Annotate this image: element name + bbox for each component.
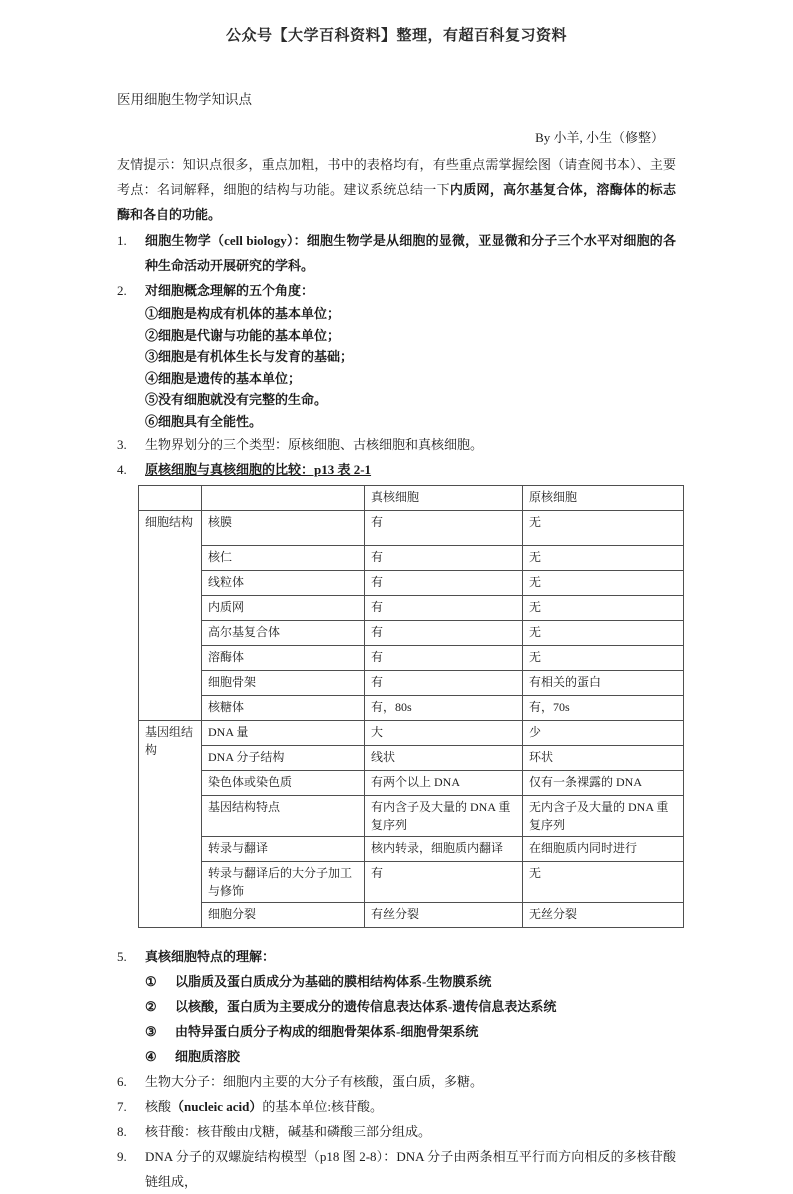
sub-item: ⑤没有细胞就没有完整的生命。 xyxy=(145,392,328,407)
table-row xyxy=(139,746,684,771)
table-row xyxy=(139,837,684,862)
item-text: 生物界划分的三个类型：原核细胞、古核细胞和真核细胞。 xyxy=(145,437,484,452)
table-cell: 有 xyxy=(365,646,523,671)
tip-text-bold: 内质网，高尔基复合体，溶酶体的标志酶和各自的功能。 xyxy=(117,182,676,222)
list-item-5 xyxy=(117,944,676,1069)
item-number: 3. xyxy=(117,437,127,452)
table-cell: 基因结构特点 xyxy=(202,796,365,837)
table-row xyxy=(139,646,684,671)
list-item-4 xyxy=(117,457,676,482)
sub-item-text: 以核酸，蛋白质为主要成分的遗传信息表达体系-遗传信息表达系统 xyxy=(175,999,557,1014)
table-cell: 有，80s xyxy=(365,696,523,721)
tip-paragraph xyxy=(117,152,676,227)
table-cell: 无 xyxy=(523,862,684,903)
table-cell: 有 xyxy=(365,511,523,546)
table-cell: DNA 量 xyxy=(202,721,365,746)
item-7-term: （nucleic acid） xyxy=(171,1099,263,1114)
sub-item: ⑥细胞具有全能性。 xyxy=(145,413,263,429)
sub-item xyxy=(145,1044,676,1069)
table-cell: 溶酶体 xyxy=(202,646,365,671)
table-cell: 大 xyxy=(365,721,523,746)
sub-item-mark: ① xyxy=(145,974,157,989)
table-row xyxy=(139,696,684,721)
table-cell: 高尔基复合体 xyxy=(202,621,365,646)
item-number: 1. xyxy=(117,233,127,248)
table-cell: 核内转录，细胞质内翻译 xyxy=(365,837,523,862)
table-cell-empty xyxy=(202,486,365,511)
table-cell: DNA 分子结构 xyxy=(202,746,365,771)
table-cell: 细胞骨架 xyxy=(202,671,365,696)
item-text: 细胞生物学（cell biology）：细胞生物学是从细胞的显微，亚显微和分子三个水平对细胞的各种生命活动开展研究的学科。 xyxy=(145,233,676,273)
table-cell: 少 xyxy=(523,721,684,746)
document-body xyxy=(117,91,676,1194)
table-cell: 有，70s xyxy=(523,696,684,721)
numbered-list xyxy=(117,228,676,1194)
item-7-post: 的基本单位:核苷酸。 xyxy=(262,1099,383,1114)
table-cell: 核糖体 xyxy=(202,696,365,721)
table-group-label: 基因组结构 xyxy=(139,721,202,928)
table-row xyxy=(139,571,684,596)
table-row xyxy=(139,771,684,796)
table-row xyxy=(139,546,684,571)
table-header-eukaryote: 真核细胞 xyxy=(365,486,523,511)
table-row xyxy=(139,903,684,928)
item-text xyxy=(145,944,676,1069)
table-cell: 有丝分裂 xyxy=(365,903,523,928)
table-cell: 无丝分裂 xyxy=(523,903,684,928)
table-header-prokaryote: 原核细胞 xyxy=(523,486,684,511)
sub-item-text: 由特异蛋白质分子构成的细胞骨架体系-细胞骨架系统 xyxy=(175,1024,479,1039)
list-item-8 xyxy=(117,1119,676,1144)
table-row xyxy=(139,511,684,546)
item-text: 核苷酸：核苷酸由戊糖，碱基和磷酸三部分组成。 xyxy=(145,1124,432,1139)
sub-item-text: 细胞质溶胶 xyxy=(175,1049,241,1064)
table-cell: 环状 xyxy=(523,746,684,771)
table-cell: 无 xyxy=(523,546,684,571)
table-header-row xyxy=(139,486,684,511)
table-row xyxy=(139,671,684,696)
table-cell: 有 xyxy=(365,596,523,621)
table-cell: 核膜 xyxy=(202,511,365,546)
table-cell: 无 xyxy=(523,621,684,646)
table-row xyxy=(139,596,684,621)
item-text: DNA 分子的双螺旋结构模型（p18 图 2-8）：DNA 分子由两条相互平行而方向相反的多核苷酸链组成， xyxy=(145,1149,676,1189)
item-5-sublist xyxy=(145,969,676,1069)
item-text xyxy=(145,278,676,432)
table-cell: 仅有一条裸露的 DNA xyxy=(523,771,684,796)
table-cell: 有 xyxy=(365,571,523,596)
table-cell: 无 xyxy=(523,571,684,596)
sub-item: ②细胞是代谢与功能的基本单位； xyxy=(145,327,341,343)
item-5-heading: 真核细胞特点的理解： xyxy=(145,949,276,964)
table-cell: 染色体或染色质 xyxy=(202,771,365,796)
table-cell: 核仁 xyxy=(202,546,365,571)
table-group-label: 细胞结构 xyxy=(139,511,202,721)
list-item-6 xyxy=(117,1069,676,1094)
table-row xyxy=(139,796,684,837)
item-number: 6. xyxy=(117,1074,127,1089)
byline: By 小羊, 小生（修整） xyxy=(535,130,664,145)
list-item-7 xyxy=(117,1094,676,1119)
sub-item xyxy=(145,1019,676,1044)
table-cell: 细胞分裂 xyxy=(202,903,365,928)
table-caption: 原核细胞与真核细胞的比较：p13 表 2-1 xyxy=(145,462,372,477)
table-cell: 有相关的蛋白 xyxy=(523,671,684,696)
table-row xyxy=(139,721,684,746)
item-number: 8. xyxy=(117,1124,127,1139)
tip-text: 友情提示：知识点很多，重点加粗，书中的表格均有，有些重点需掌握绘图（请查阅书本）、主要考点：名词解释，细胞的结构与功能。建议系统总结一下 xyxy=(117,157,676,197)
table-cell: 内质网 xyxy=(202,596,365,621)
list-item-9 xyxy=(117,1144,676,1194)
doc-title: 医用细胞生物学知识点 xyxy=(117,92,252,107)
sub-item-mark: ④ xyxy=(145,1049,157,1064)
sub-item xyxy=(145,969,676,994)
sub-item: ④细胞是遗传的基本单位； xyxy=(145,370,302,386)
table-cell-empty xyxy=(139,486,202,511)
item-text xyxy=(145,1094,676,1119)
table-cell: 有两个以上 DNA xyxy=(365,771,523,796)
item-number: 7. xyxy=(117,1099,127,1114)
table-cell: 无 xyxy=(523,511,684,546)
table-cell: 有内含子及大量的 DNA 重复序列 xyxy=(365,796,523,837)
table-cell: 有 xyxy=(365,621,523,646)
list-item-2 xyxy=(117,278,676,432)
table-cell: 线粒体 xyxy=(202,571,365,596)
table-cell: 线状 xyxy=(365,746,523,771)
comparison-table xyxy=(138,485,684,928)
sub-item-mark: ② xyxy=(145,999,157,1014)
table-cell: 转录与翻译 xyxy=(202,837,365,862)
table-cell: 有 xyxy=(365,546,523,571)
sub-item-text: 以脂质及蛋白质成分为基础的膜相结构体系-生物膜系统 xyxy=(175,974,492,989)
item-number: 2. xyxy=(117,283,127,298)
table-row xyxy=(139,621,684,646)
sub-item: ③细胞是有机体生长与发育的基础； xyxy=(145,349,354,364)
item-number: 5. xyxy=(117,949,127,964)
item-text: 生物大分子：细胞内主要的大分子有核酸，蛋白质，多糖。 xyxy=(145,1074,484,1089)
table-cell: 在细胞质内同时进行 xyxy=(523,837,684,862)
item-7-pre: 核酸 xyxy=(145,1099,172,1114)
item-number: 9. xyxy=(117,1149,127,1164)
table-cell: 转录与翻译后的大分子加工与修饰 xyxy=(202,862,365,903)
item-2-heading: 对细胞概念理解的五个角度： xyxy=(145,283,315,298)
item-2-sublist xyxy=(145,303,676,432)
list-item-3 xyxy=(117,432,676,457)
item-number: 4. xyxy=(117,462,127,477)
page-header: 公众号【大学百科资料】整理，有超百科复习资料 xyxy=(225,28,567,44)
table-cell: 无 xyxy=(523,646,684,671)
sub-item xyxy=(145,994,676,1019)
table-row xyxy=(139,862,684,903)
sub-item-mark: ③ xyxy=(145,1024,157,1039)
table-cell: 无 xyxy=(523,596,684,621)
sub-item: ①细胞是构成有机体的基本单位； xyxy=(145,306,341,321)
table-cell: 有 xyxy=(365,671,523,696)
table-cell: 有 xyxy=(365,862,523,903)
table-cell: 无内含子及大量的 DNA 重复序列 xyxy=(523,796,684,837)
list-item-1 xyxy=(117,228,676,278)
